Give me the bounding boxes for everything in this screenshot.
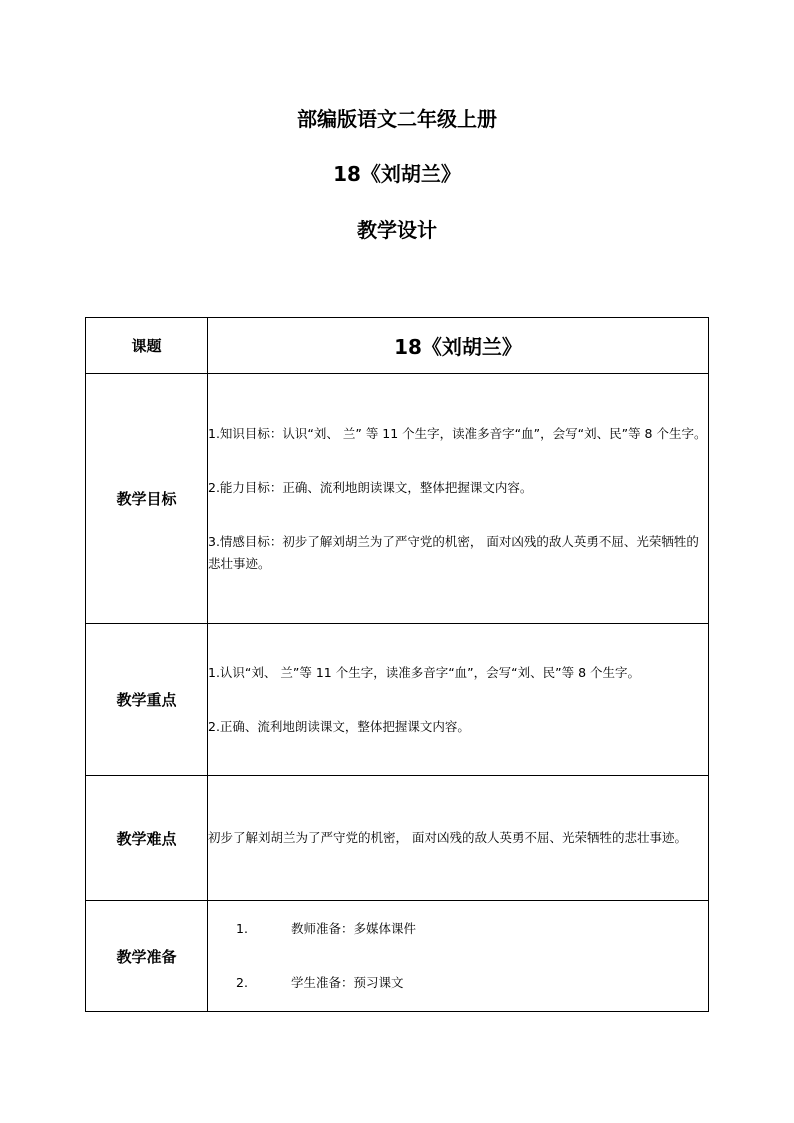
table-row-difficulties: [86, 776, 709, 901]
prep-item: [208, 918, 708, 940]
topic-label: 课题: [86, 318, 208, 374]
table-row-preparation: [86, 901, 709, 1012]
difficulties-label: 教学难点: [86, 776, 208, 901]
lesson-title: 18《刘胡兰》: [333, 162, 461, 186]
table-row-goals: [86, 374, 709, 624]
preparation-label: 教学准备: [86, 901, 208, 1012]
prep-item-number: 2.: [236, 975, 248, 990]
lesson-plan-table: [85, 317, 709, 1012]
goal-item: 3.情感目标：初步了解刘胡兰为了严守党的机密， 面对凶残的敌人英勇不屈、光荣牺牲的悲壮事迹。: [208, 533, 699, 571]
table-row-topic: [86, 318, 709, 374]
difficulties-text: 初步了解刘胡兰为了严守党的机密， 面对凶残的敌人英勇不屈、光荣牺牲的悲壮事迹。: [208, 830, 687, 845]
key-points-content: [208, 624, 709, 776]
prep-item-number: 1.: [236, 921, 248, 936]
doc-subtitle: 教学设计: [357, 218, 437, 242]
key-point-item: 2.正确、流利地朗读课文，整体把握课文内容。: [208, 718, 470, 734]
goal-item: 2.能力目标：正确、流利地朗读课文，整体把握课文内容。: [208, 479, 533, 495]
prep-item-text: 学生准备：预习课文: [291, 975, 404, 990]
prep-item: [208, 972, 708, 994]
goals-content: [208, 374, 709, 624]
key-point-item: 1.认识“刘、 兰”等 11 个生字，读准多音字“血”，会写“刘、民”等 8 个生字。: [208, 664, 641, 680]
table-row-key-points: [86, 624, 709, 776]
preparation-content: [208, 901, 709, 1012]
key-points-label: 教学重点: [86, 624, 208, 776]
prep-item-text: 教师准备：多媒体课件: [291, 921, 417, 936]
goal-item: 1.知识目标：认识“刘、 兰” 等 11 个生字，读准多音字“血”，会写“刘、民”等 8 个生字。: [208, 425, 707, 441]
difficulties-content: [208, 776, 709, 901]
goals-label: 教学目标: [86, 374, 208, 624]
topic-value: 18《刘胡兰》: [208, 318, 709, 374]
doc-title: 部编版语文二年级上册: [297, 107, 497, 131]
